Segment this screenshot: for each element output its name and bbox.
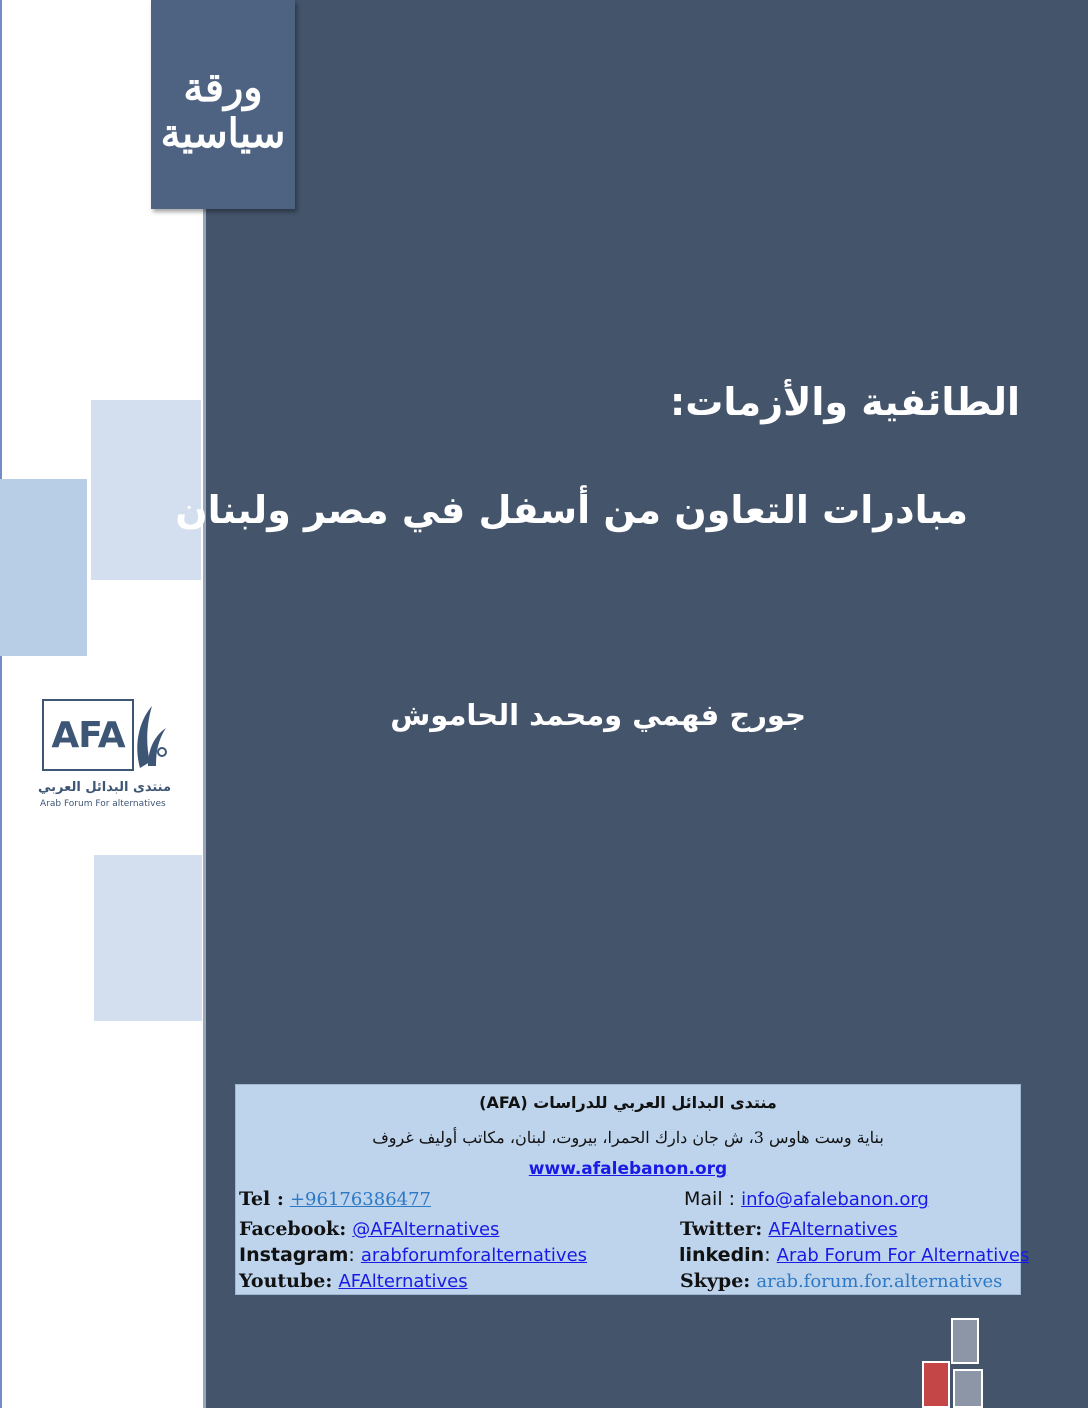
instagram-separator: : (348, 1244, 355, 1266)
panel-edge-strip (203, 0, 206, 1408)
decorative-square-bottom (94, 855, 202, 1021)
linkedin-link[interactable]: Arab Forum For Alternatives (776, 1245, 1030, 1266)
contact-mail-row (684, 1188, 929, 1210)
logo-arabic-name: منتدى البدائل العربي (38, 780, 172, 795)
linkedin-label: linkedin (679, 1244, 765, 1266)
tel-label: Tel : (239, 1188, 284, 1210)
skype-label: Skype: (680, 1270, 751, 1292)
contact-box (235, 1084, 1030, 1295)
afa-logo-letters: AFA (51, 714, 125, 756)
decorative-block-grey-bottom (953, 1369, 983, 1408)
contact-instagram-row (239, 1244, 587, 1266)
page-left-border (0, 0, 2, 1408)
contact-address: بناية وست هاوس 3، ش جان دارك الحمرا، بيروت، لبنان، مكاتب أوليف غروف (372, 1128, 884, 1147)
tel-link[interactable]: +96176386477 (289, 1189, 432, 1210)
afa-logo-mark (42, 699, 134, 771)
website-link[interactable]: www.afalebanon.org (528, 1159, 728, 1179)
contact-tel-row (239, 1188, 431, 1210)
contact-youtube-row (239, 1270, 468, 1292)
contact-website (236, 1159, 1020, 1179)
contact-linkedin-row (679, 1244, 1029, 1266)
decorative-square-left (0, 479, 87, 656)
mail-link[interactable]: info@afalebanon.org (741, 1189, 929, 1210)
decorative-block-grey-top (951, 1318, 979, 1364)
calligraphy-leaf-icon (132, 702, 168, 772)
linkedin-separator: : (764, 1244, 771, 1266)
decorative-block-red (922, 1361, 950, 1408)
contact-facebook-row (239, 1218, 499, 1240)
document-type-line1: ورقة (183, 63, 263, 111)
afa-logo (38, 696, 173, 816)
contact-org-name: منتدى البدائل العربي للدراسات (AFA) (479, 1093, 777, 1112)
facebook-label: Facebook: (239, 1218, 347, 1240)
title-line-2: مبادرات التعاون من أسفل في مصر ولبنان (175, 488, 968, 532)
instagram-label: Instagram (239, 1244, 349, 1266)
twitter-link[interactable]: AFAlternatives (768, 1219, 898, 1240)
document-type-line2: سياسية (160, 109, 286, 157)
authors: جورج فهمي ومحمد الحاموش (390, 698, 806, 732)
skype-id: arab.forum.for.alternatives (756, 1271, 1003, 1292)
twitter-label: Twitter: (680, 1218, 763, 1240)
logo-english-name: Arab Forum For alternatives (40, 799, 166, 809)
contact-twitter-row (680, 1218, 898, 1240)
document-type-tag (151, 0, 295, 209)
youtube-label: Youtube: (239, 1270, 333, 1292)
facebook-link[interactable]: @AFAlternatives (352, 1219, 500, 1240)
contact-skype-row (680, 1270, 1002, 1292)
title-line-1: الطائفية والأزمات: (670, 380, 1020, 424)
youtube-link[interactable]: AFAlternatives (338, 1271, 468, 1292)
instagram-link[interactable]: arabforumforalternatives (360, 1245, 588, 1266)
mail-label: Mail : (684, 1188, 736, 1210)
